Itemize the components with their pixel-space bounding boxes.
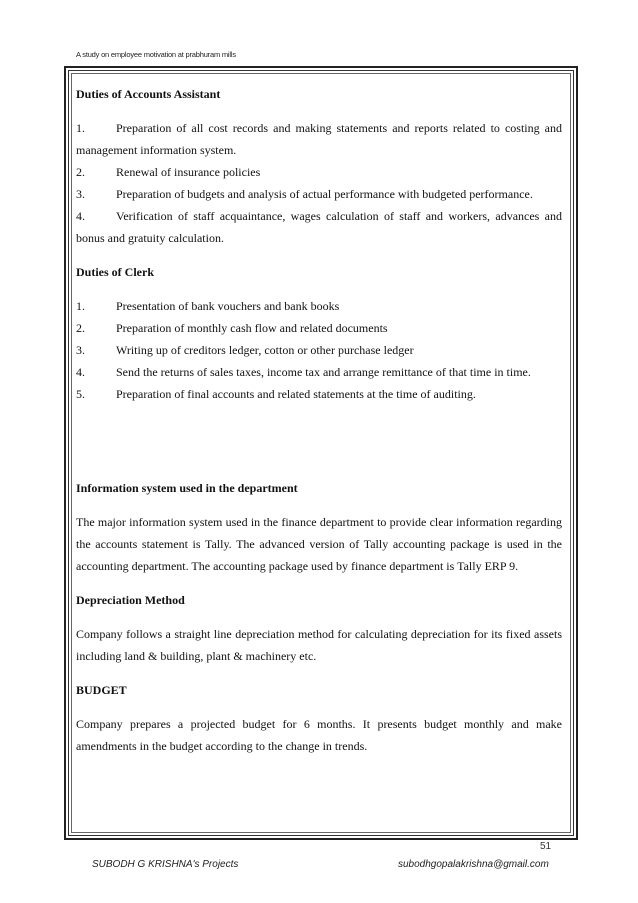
footer-email: subodhgopalakrishna@gmail.com xyxy=(398,859,549,870)
clerk-heading: Duties of Clerk xyxy=(76,265,154,279)
page-content xyxy=(76,72,562,757)
clerk-item-1: 1. Presentation of bank vouchers and bank books xyxy=(76,299,340,313)
footer-author: SUBODH G KRISHNA's Projects xyxy=(92,859,239,870)
information-system-text: The major information system used in the finance department to provide clear information regarding the accounts statement is Tally. The advanced version of Tally accounting package is used in the accounting department. The accounting package used by finance department is Tally ERP 9. xyxy=(76,515,562,573)
running-header: A study on employee motivation at prabhuram mills xyxy=(76,50,236,59)
clerk-item-4: 4. Send the returns of sales taxes, income tax and arrange remittance of that time in time. xyxy=(76,365,531,379)
depreciation-text: Company follows a straight line depreciation method for calculating depreciation for its fixed assets including land & building, plant & machinery etc. xyxy=(76,627,562,663)
clerk-item-2: 2. Preparation of monthly cash flow and related documents xyxy=(76,321,388,335)
accounts-item-2: 2. Renewal of insurance policies xyxy=(76,165,261,179)
budget-heading: BUDGET xyxy=(76,683,127,697)
information-system-heading: Information system used in the department xyxy=(76,481,298,495)
accounts-item-4: 4. Verification of staff acquaintance, wages calculation of staff and workers, advances and bonus and gratuity calculation. xyxy=(76,209,562,245)
accounts-assistant-heading: Duties of Accounts Assistant xyxy=(76,87,221,101)
clerk-item-5: 5. Preparation of final accounts and related statements at the time of auditing. xyxy=(76,387,476,401)
depreciation-heading: Depreciation Method xyxy=(76,593,185,607)
accounts-item-1: 1. Preparation of all cost records and making statements and reports related to costing and management information system. xyxy=(76,121,562,157)
accounts-item-3: 3. Preparation of budgets and analysis of actual performance with budgeted performance. xyxy=(76,187,533,201)
budget-text: Company prepares a projected budget for 6 months. It presents budget monthly and make amendments in the budget according to the change in trends. xyxy=(76,717,562,753)
clerk-item-3: 3. Writing up of creditors ledger, cotton or other purchase ledger xyxy=(76,343,414,357)
page-number: 51 xyxy=(540,841,552,852)
